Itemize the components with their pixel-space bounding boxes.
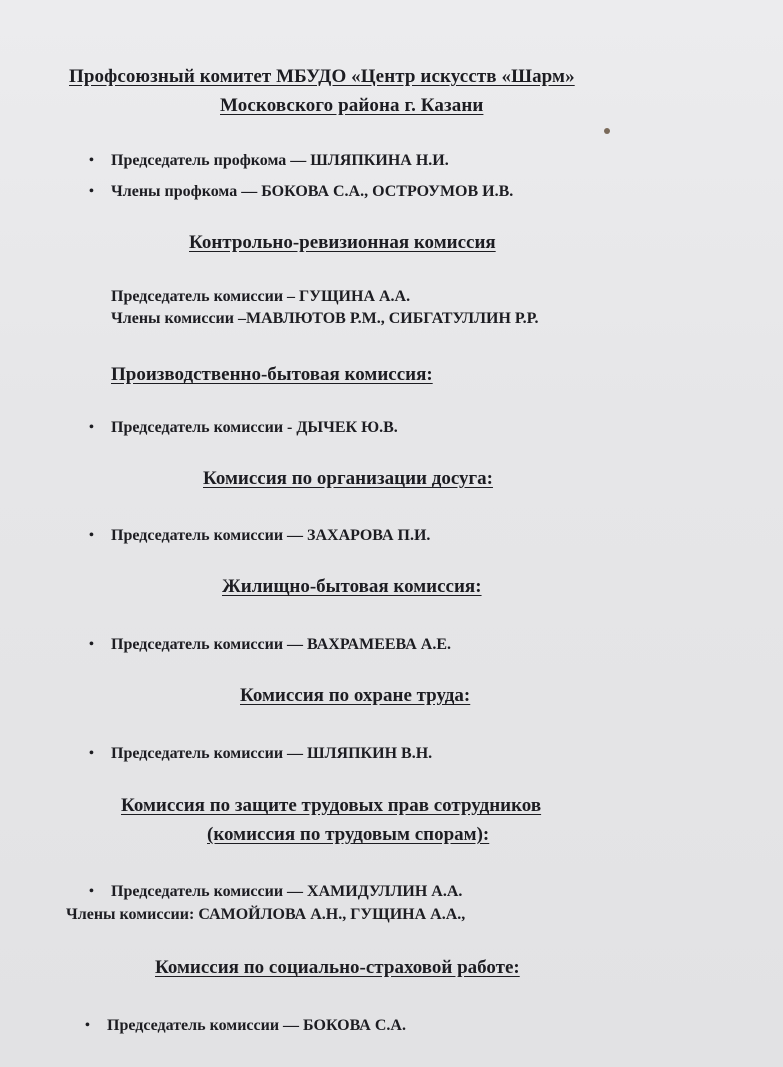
rights-chair: Председатель комиссии — ХАМИДУЛЛИН А.А. [111,883,463,900]
audit-chair: Председатель комиссии – ГУЩИНА А.А. [111,288,411,305]
social-chair: Председатель комиссии — БОКОВА С.А. [107,1017,406,1034]
rights-heading-line2: (комиссия по трудовым спорам): [207,824,490,845]
rights-members: Члены комиссии: САМОЙЛОВА А.Н., ГУЩИНА А.А., [66,906,466,923]
audit-members: Члены комиссии –МАВЛЮТОВ Р.М., СИБГАТУЛЛИН Р.Р. [111,310,539,327]
profkom-members: Члены профкома — БОКОВА С.А., ОСТРОУМОВ И.В. [111,183,514,200]
bullet-icon: • [85,1018,90,1033]
bullet-icon: • [89,884,94,899]
profkom-chair: Председатель профкома — ШЛЯПКИНА Н.И. [111,152,449,169]
industrial-chair: Председатель комиссии - ДЫЧЕК Ю.В. [111,419,398,436]
bullet-icon: • [89,528,94,543]
rights-heading-line1: Комиссия по защите трудовых прав сотрудников [121,795,542,816]
safety-chair: Председатель комиссии — ШЛЯПКИН В.Н. [111,745,433,762]
document-title-line1: Профсоюзный комитет МБУДО «Центр искусств «Шарм» [69,66,575,87]
document-title-line2: Московского района г. Казани [220,95,484,116]
housing-heading: Жилищно-бытовая комиссия: [222,576,482,597]
bullet-icon: • [89,637,94,652]
paper-spot [604,128,610,134]
bullet-icon: • [89,153,94,168]
bullet-icon: • [89,184,94,199]
leisure-chair: Председатель комиссии — ЗАХАРОВА П.И. [111,527,431,544]
safety-heading: Комиссия по охране труда: [240,685,471,706]
bullet-icon: • [89,746,94,761]
housing-chair: Председатель комиссии — ВАХРАМЕЕВА А.Е. [111,636,451,653]
social-heading: Комиссия по социально-страховой работе: [155,957,520,978]
leisure-heading: Комиссия по организации досуга: [203,468,493,489]
audit-heading: Контрольно-ревизионная комиссия [189,232,496,253]
industrial-heading: Производственно-бытовая комиссия: [111,364,433,385]
bullet-icon: • [89,420,94,435]
